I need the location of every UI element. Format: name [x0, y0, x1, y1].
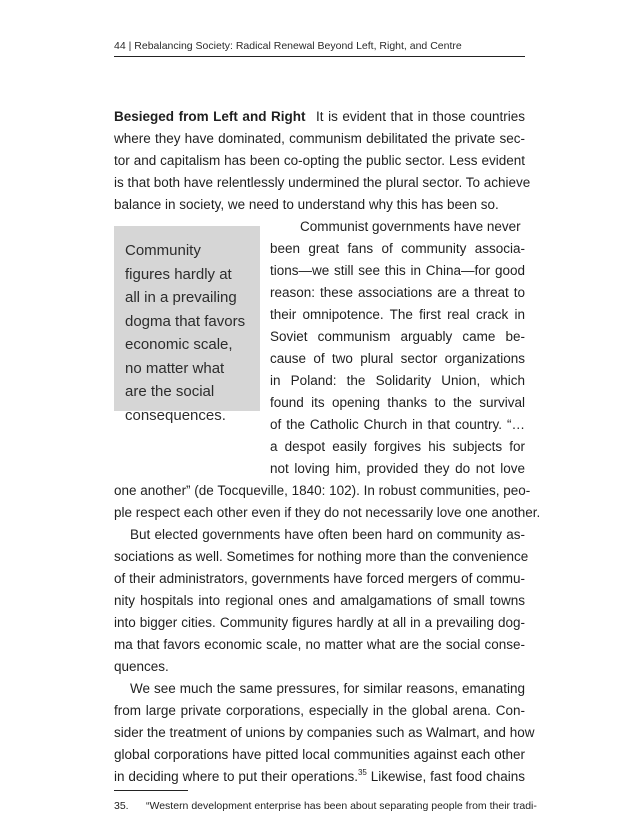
body-line: not loving him, provided they do not love — [270, 461, 525, 476]
body-line: into bigger cities. Community figures hardly at all in a prevailing dog- — [114, 615, 525, 630]
body-line — [114, 106, 525, 128]
pull-quote-line: dogma that favors — [125, 312, 246, 330]
pull-quote-box — [114, 226, 260, 424]
body-line: global corporations have pitted local communities against each other — [114, 747, 525, 762]
body-line: We see much the same pressures, for similar reasons, emanating — [130, 681, 525, 696]
footnote — [114, 799, 537, 813]
body-line: one another” (de Tocqueville, 1840: 102). In robust communities, peo- — [114, 483, 531, 498]
body-line: But elected governments have often been hard on community as- — [130, 527, 525, 542]
footnote-rule — [114, 790, 188, 791]
header-separator: | — [128, 40, 132, 52]
pull-quote-line: consequences. — [125, 406, 226, 424]
page-number: 44 — [114, 40, 126, 52]
body-line: ma that favors economic scale, no matter what are the social conse- — [114, 637, 525, 652]
body-line: reason: these associations are a threat to — [270, 285, 525, 300]
body-line: cause of two plural sector organizations — [270, 351, 525, 366]
footnote-text: “Western development enterprise has been about separating people from their tradi- — [146, 800, 537, 812]
header-rule — [114, 56, 525, 57]
body-line: of the Catholic Church in that country. “… — [270, 417, 525, 432]
body-line: quences. — [114, 659, 169, 674]
pull-quote-line: are the social — [125, 383, 215, 400]
body-line: Communist governments have never — [300, 219, 521, 234]
pull-quote-line: figures hardly at — [125, 265, 232, 283]
body-text: Likewise, fast food chains — [366, 769, 525, 784]
body-line: nity hospitals into regional ones and amalgamations of small towns — [114, 593, 525, 608]
pull-quote-line: all in a prevailing — [125, 289, 237, 306]
body-line: sociations as well. Sometimes for nothing more than the convenience — [114, 549, 529, 564]
footnote-number: 35. — [114, 800, 129, 812]
body-line: where they have dominated, communism debilitated the private sec- — [114, 131, 525, 146]
body-line — [114, 766, 525, 788]
pull-quote-line: no matter what — [125, 359, 225, 377]
body-line: been great fans of community associa- — [270, 241, 525, 256]
body-line: of their administrators, governments have forced mergers of commu- — [114, 571, 525, 586]
body-line: a despot easily forgives his subjects for — [270, 439, 525, 454]
body-text: It is evident that in those countries — [316, 109, 525, 124]
body-line: ple respect each other even if they do not necessarily love one another. — [114, 505, 541, 520]
pull-quote-line: economic scale, — [125, 336, 233, 353]
body-line: sider the treatment of unions by companies such as Walmart, and how — [114, 725, 535, 740]
book-title: Rebalancing Society: Radical Renewal Beyond Left, Right, and Centre — [134, 40, 462, 52]
body-line: their omnipotence. The first real crack in — [270, 307, 525, 322]
pull-quote-line: Community — [125, 242, 201, 259]
body-line: balance in society, we need to understand why this has been so. — [114, 197, 499, 212]
body-line: in Poland: the Solidarity Union, which — [270, 373, 525, 388]
body-line: Soviet communism arguably came be- — [270, 329, 525, 344]
body-line: from large private corporations, especially in the global arena. Con- — [114, 703, 525, 718]
body-line: tions—we still see this in China—for good — [270, 263, 525, 278]
body-line: is that both have relentlessly undermined the plural sector. To achieve — [114, 175, 531, 190]
body-line: tor and capitalism has been co-opting the public sector. Less evident — [114, 153, 525, 168]
running-header — [114, 40, 524, 52]
body-line: found its opening thanks to the survival — [270, 395, 525, 410]
section-heading: Besieged from Left and Right — [114, 109, 306, 124]
footnote-reference[interactable]: 35 — [357, 767, 367, 777]
body-text: in deciding where to put their operations. — [114, 769, 358, 784]
pull-quote — [125, 239, 260, 427]
